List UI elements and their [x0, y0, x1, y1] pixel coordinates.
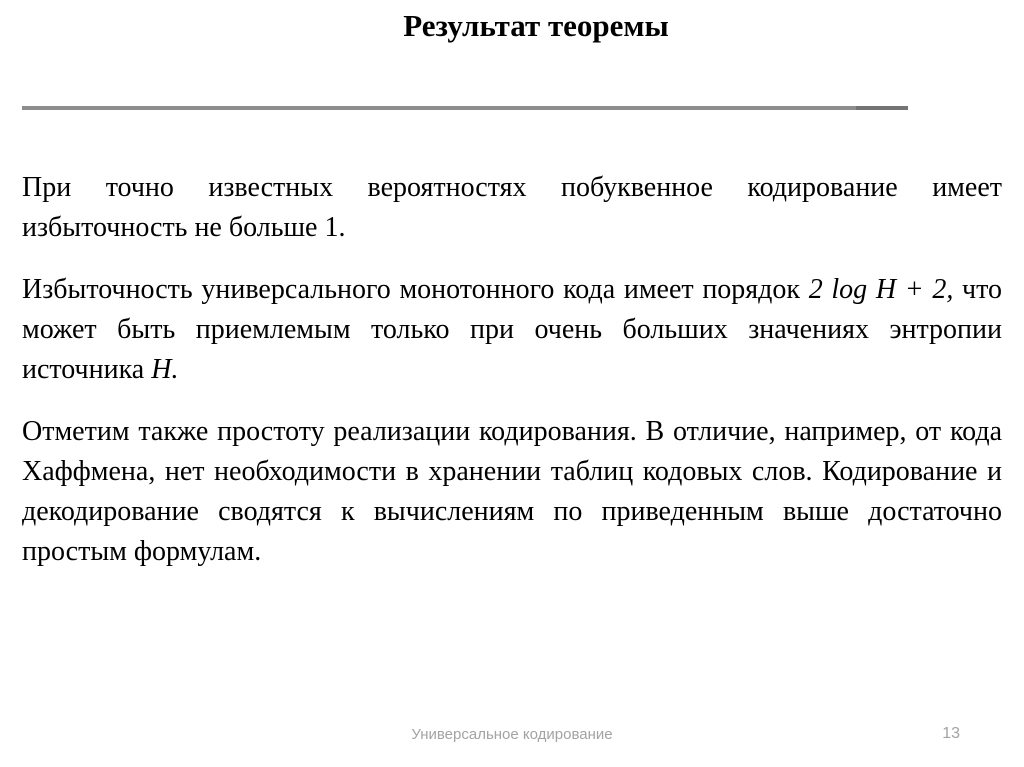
entropy-symbol-h: H.	[151, 354, 179, 385]
formula-2-log-h-plus-2: 2 log H + 2,	[808, 274, 954, 305]
page-number: 13	[942, 725, 960, 742]
paragraph-implementation-simplicity	[22, 412, 1002, 572]
paragraph-implementation-simplicity-text: Отметим также простоту реализации кодирования. В отличие, например, от кода Хаффмена, нет необходимости в хранении таблиц кодовых слов. Кодирование и декодирование сводятся к вычислениям по приведенным выше достаточно простым формулам.	[22, 416, 1002, 567]
paragraph-redundancy-order-text-2: что может быть приемлемым только при очень больших значениях энтропии источника	[22, 274, 1002, 385]
paragraph-redundancy-order	[22, 270, 1002, 390]
slide-title: Результат теоремы	[403, 8, 669, 43]
paragraph-redundancy-order-text-1: Избыточность универсального монотонного кода имеет порядок	[22, 274, 809, 305]
footer-section-title: Универсальное кодирование	[411, 726, 613, 743]
slide-body-text	[22, 168, 1002, 594]
title-divider-end-segment	[856, 106, 908, 110]
paragraph-letterwise-coding	[22, 168, 1002, 248]
title-divider-line	[22, 106, 908, 110]
paragraph-letterwise-coding-text: При точно известных вероятностях побуквенное кодирование имеет избыточность не больше 1.	[22, 172, 1002, 243]
